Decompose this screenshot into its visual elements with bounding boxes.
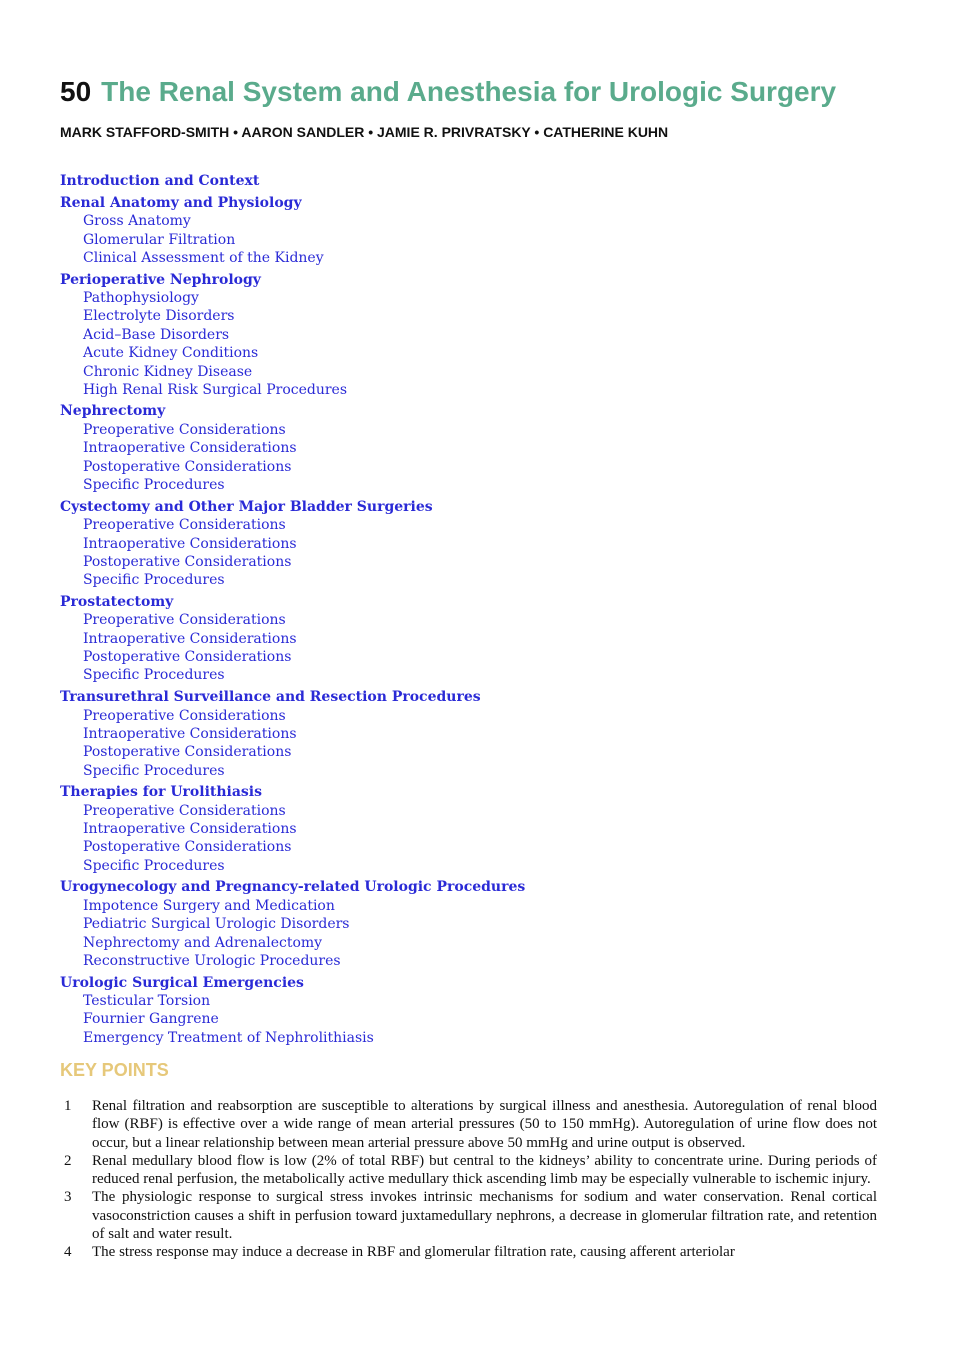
key-point-number: 4	[64, 1244, 72, 1261]
toc-subsection-link[interactable]: Postoperative Considerations	[83, 839, 292, 856]
toc-subsection-link[interactable]: High Renal Risk Surgical Procedures	[83, 381, 348, 398]
toc-subsection-link[interactable]: Testicular Torsion	[83, 993, 211, 1010]
toc-subsection-link[interactable]: Electrolyte Disorders	[83, 308, 235, 325]
toc-subsection-link[interactable]: Postoperative Considerations	[83, 553, 292, 570]
table-of-contents	[60, 172, 660, 1047]
toc-subsection-link[interactable]: Preoperative Considerations	[83, 421, 286, 438]
toc-subsection-link[interactable]: Intraoperative Considerations	[83, 630, 297, 647]
toc-subsection-link[interactable]: Clinical Assessment of the Kidney	[83, 249, 324, 266]
toc-subsection-link[interactable]: Preoperative Considerations	[83, 707, 286, 724]
toc-section-link[interactable]: Introduction and Context	[60, 173, 260, 189]
toc-subsection-link[interactable]: Specific Procedures	[83, 857, 225, 874]
key-point-number: 1	[64, 1098, 72, 1114]
key-point-item	[60, 1243, 877, 1261]
toc-subsection-link[interactable]: Postoperative Considerations	[83, 458, 292, 475]
toc-subsection-link[interactable]: Preoperative Considerations	[83, 517, 286, 534]
toc-subsection-link[interactable]: Glomerular Filtration	[83, 231, 236, 248]
toc-subsection-link[interactable]: Postoperative Considerations	[83, 744, 292, 761]
toc-subsection-link[interactable]: Chronic Kidney Disease	[83, 363, 253, 380]
key-point-text: The stress response may induce a decrease in RBF and glomerular filtration rate, causing afferent arteriolar	[92, 1244, 735, 1261]
key-point-text: Renal filtration and reabsorption are susceptible to alterations by surgical illness and anesthesia. Autoregulation of renal blood flow (RBF) is effective over a wide range of mean arterial pressures (50 to 150 mmHg). Autoregulation of urine flow does not occur, but a linear relationship between mean arterial pressure above 50 mmHg and urine output is observed.	[92, 1098, 877, 1151]
toc-subsection-link[interactable]: Fournier Gangrene	[83, 1011, 219, 1028]
toc-subsection-link[interactable]: Specific Procedures	[83, 572, 225, 589]
toc-subsection-link[interactable]: Preoperative Considerations	[83, 612, 286, 629]
toc-section-link[interactable]: Urologic Surgical Emergencies	[60, 974, 304, 991]
key-points-list	[60, 1097, 877, 1262]
toc-section-link[interactable]: Nephrectomy	[60, 403, 166, 420]
toc-subsection-link[interactable]: Impotence Surgery and Medication	[83, 897, 335, 914]
toc-subsection-link[interactable]: Specific Procedures	[83, 667, 225, 684]
toc-subsection-link[interactable]: Pediatric Surgical Urologic Disorders	[83, 916, 350, 933]
toc-subsection-link[interactable]: Gross Anatomy	[83, 213, 191, 230]
toc-subsection-link[interactable]: Specific Procedures	[83, 762, 225, 779]
toc-section-link[interactable]: Perioperative Nephrology	[60, 271, 261, 288]
toc-subsection-link[interactable]: Preoperative Considerations	[83, 802, 286, 819]
toc-subsection-link[interactable]: Reconstructive Urologic Procedures	[83, 952, 341, 969]
key-points-heading: KEY POINTS	[60, 1060, 169, 1080]
toc-section-link[interactable]: Renal Anatomy and Physiology	[60, 194, 302, 211]
chapter-number: 50	[60, 76, 92, 107]
chapter-authors: MARK STAFFORD-SMITH • AARON SANDLER • JAMIE R. PRIVRATSKY • CATHERINE KUHN	[60, 124, 669, 140]
chapter-heading	[60, 76, 836, 108]
toc-subsection-link[interactable]: Nephrectomy and Adrenalectomy	[83, 934, 323, 951]
toc-section-link[interactable]: Urogynecology and Pregnancy-related Urologic Procedures	[60, 879, 526, 896]
toc-subsection-link[interactable]: Pathophysiology	[83, 290, 199, 307]
key-point-item	[60, 1188, 877, 1243]
toc-subsection-link[interactable]: Specific Procedures	[83, 477, 225, 494]
key-point-item	[60, 1097, 877, 1152]
key-point-number: 3	[64, 1189, 72, 1206]
toc-subsection-link[interactable]: Intraoperative Considerations	[83, 821, 297, 838]
chapter-title: The Renal System and Anesthesia for Urologic Surgery	[101, 76, 837, 107]
toc-section-link[interactable]: Prostatectomy	[60, 593, 174, 610]
key-point-text: The physiologic response to surgical stress invokes intrinsic mechanisms for sodium and water conservation. Renal cortical vasoconstriction causes a shift in perfusion toward juxtamedullary nephrons, a decrease in glomerular filtration rate, and retention of salt and water result.	[92, 1189, 877, 1243]
toc-section-link[interactable]: Therapies for Urolithiasis	[60, 784, 263, 801]
toc-subsection-link[interactable]: Intraoperative Considerations	[83, 725, 297, 742]
toc-subsection-link[interactable]: Intraoperative Considerations	[83, 535, 297, 552]
toc-section-link[interactable]: Cystectomy and Other Major Bladder Surgeries	[60, 498, 433, 515]
key-point-text: Renal medullary blood flow is low (2% of total RBF) but central to the kidneys’ ability to concentrate urine. During periods of reduced renal perfusion, the metabolically active medullary thick ascending limb may be especially vulnerable to ischemic injury.	[92, 1152, 877, 1188]
toc-subsection-link[interactable]: Acid–Base Disorders	[83, 326, 230, 343]
key-point-number: 2	[64, 1152, 72, 1169]
toc-subsection-link[interactable]: Intraoperative Considerations	[83, 440, 297, 457]
key-point-item	[60, 1152, 877, 1189]
toc-subsection-link[interactable]: Acute Kidney Conditions	[83, 345, 259, 362]
toc-subsection-link[interactable]: Postoperative Considerations	[83, 649, 292, 666]
toc-subsection-link[interactable]: Emergency Treatment of Nephrolithiasis	[83, 1029, 374, 1046]
toc-section-link[interactable]: Transurethral Surveillance and Resection Procedures	[60, 689, 481, 705]
